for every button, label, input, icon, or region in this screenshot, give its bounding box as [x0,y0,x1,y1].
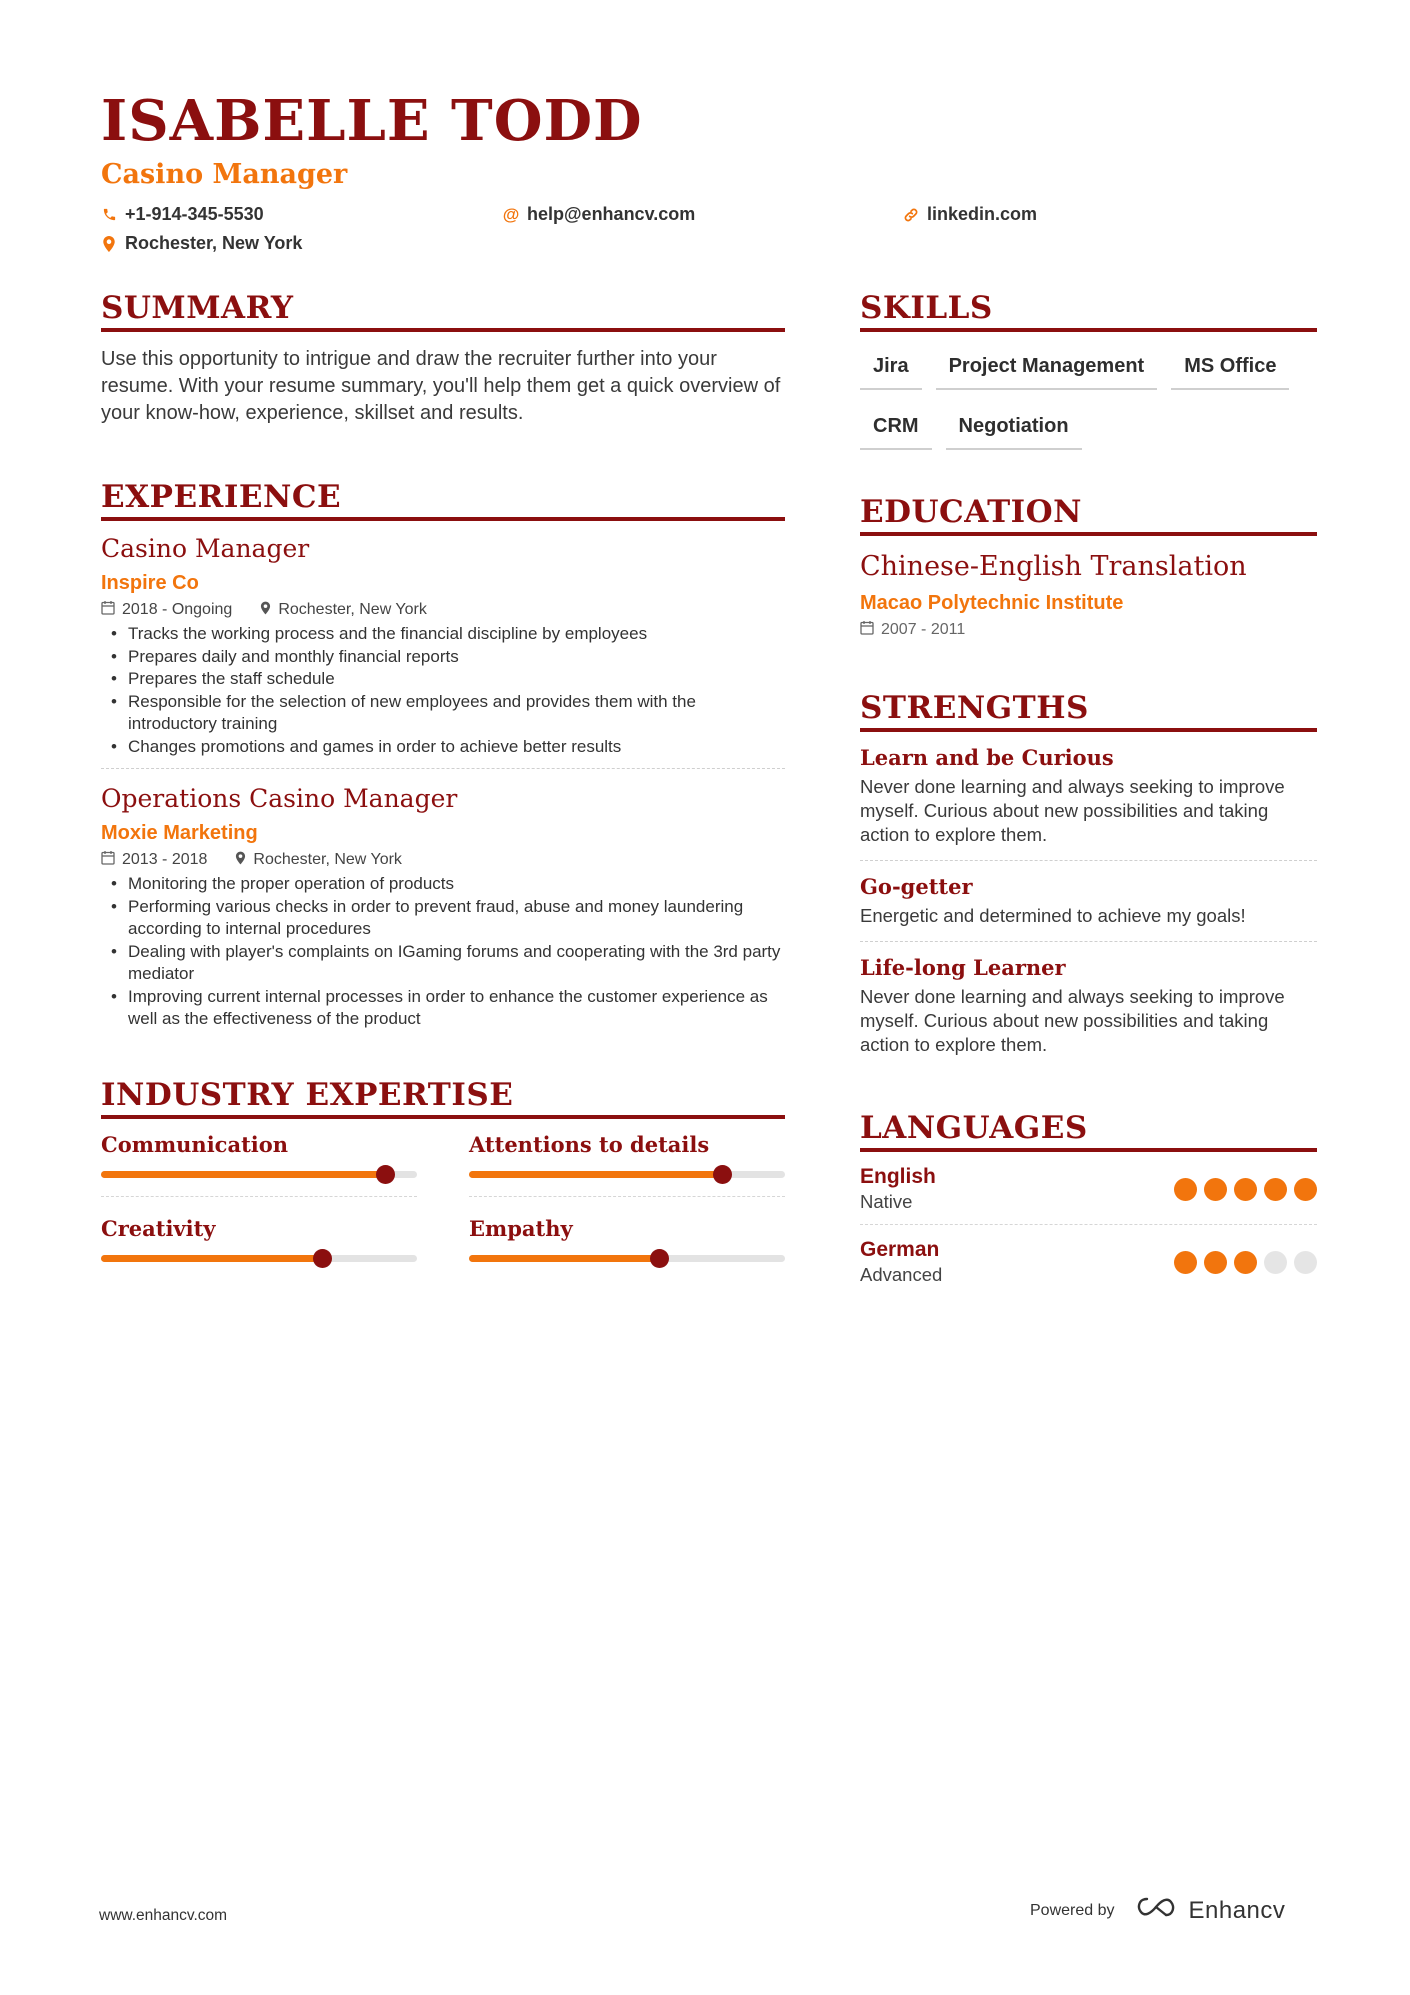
contact-info [101,200,1311,260]
job-dates: 2018 - Ongoing [122,601,233,618]
list-item: • Prepares daily and monthly financial reports [101,646,785,669]
rating-dot-filled [1204,1178,1227,1201]
experience-section [101,479,785,1031]
expertise-item [101,1215,417,1280]
expertise-label: Communication [101,1131,289,1157]
skills-section [860,290,1317,450]
resume-header [101,88,1311,260]
powered-by-text: Powered by [1030,1901,1115,1919]
rating-dot-filled [1294,1178,1317,1201]
expertise-bar [101,1255,417,1262]
footer-branding [1030,1895,1285,1926]
calendar-icon [101,600,115,620]
location-pin-icon [235,851,246,870]
languages-section [860,1110,1317,1297]
right-column [860,290,1317,1297]
expertise-heading: INDUSTRY EXPERTISE [101,1077,785,1119]
industry-expertise-section [101,1077,785,1280]
strength-title: Learn and be Curious [860,745,1114,770]
list-item: • Improving current internal processes in order to enhance the customer experience as well as the effectiveness of the product [101,986,785,1031]
at-icon: @ [502,204,520,224]
language-item [860,1225,1317,1297]
summary-section [101,290,785,427]
list-item: • Changes promotions and games in order to achieve better results [101,736,785,759]
expertise-item [469,1215,785,1280]
expertise-grid [101,1131,785,1280]
linkedin-contact[interactable] [903,204,1037,225]
rating-dot-filled [1204,1251,1227,1274]
expertise-fill [469,1255,659,1262]
language-item [860,1152,1317,1225]
calendar-icon [860,620,874,640]
location-contact [101,233,302,254]
divider [101,768,785,769]
candidate-title: Casino Manager [101,159,348,190]
rating-dot-filled [1264,1178,1287,1201]
calendar-icon [101,850,115,870]
expertise-bar [469,1255,785,1262]
language-name: English [860,1165,936,1188]
expertise-label: Empathy [469,1215,573,1241]
list-item: • Dealing with player's complaints on IGaming forums and cooperating with the 3rd party mediator [101,941,785,986]
education-degree: Chinese-English Translation [860,551,1247,582]
job-entry [101,533,785,769]
skill-chip: CRM [860,406,932,450]
job-dates: 2013 - 2018 [122,851,208,868]
list-item: • Performing various checks in order to prevent fraud, abuse and money laundering according to internal procedures [101,896,785,941]
job-company: Inspire Co [101,572,199,594]
rating-dot-empty [1264,1251,1287,1274]
rating-dot-filled [1174,1251,1197,1274]
language-level: Advanced [860,1264,943,1285]
expertise-knob [713,1165,732,1184]
expertise-knob [376,1165,395,1184]
job-meta [101,850,785,870]
education-dates: 2007 - 2011 [881,621,966,638]
skill-chip: Project Management [936,346,1158,390]
job-entry [101,783,785,1031]
job-role: Operations Casino Manager [101,784,458,813]
enhancv-logo-icon [1133,1895,1179,1926]
candidate-name: ISABELLE TODD [101,88,643,154]
languages-heading: LANGUAGES [860,1110,1317,1152]
skill-chip: Negotiation [946,406,1082,450]
summary-text: Use this opportunity to intrigue and draw the recruiter further into your resume. With your resume summary, you'll help them get a quick overview of your know-how, experience, skillset and results. [101,348,781,424]
expertise-knob [313,1249,332,1268]
education-meta [860,620,1317,640]
skill-chip: Jira [860,346,922,390]
skill-chip: MS Office [1171,346,1289,390]
link-icon [903,207,919,223]
expertise-bar [101,1171,417,1178]
expertise-item [101,1131,417,1197]
expertise-fill [101,1171,385,1178]
brand-name: Enhancv [1188,1896,1286,1924]
job-location: Rochester, New York [253,851,402,868]
expertise-label: Attentions to details [469,1131,710,1157]
strength-title: Go-getter [860,874,973,899]
list-item: • Monitoring the proper operation of products [101,873,785,896]
expertise-label: Creativity [101,1215,216,1241]
enhancv-logo[interactable] [1133,1895,1286,1926]
rating-dot-filled [1234,1178,1257,1201]
expertise-bar [469,1171,785,1178]
location-pin-icon [260,601,271,620]
language-level: Native [860,1191,913,1212]
summary-heading: SUMMARY [101,290,785,332]
experience-heading: EXPERIENCE [101,479,785,521]
email-contact[interactable] [503,204,695,225]
strength-item [860,942,1317,1070]
left-column [101,290,785,1280]
strength-desc: Energetic and determined to achieve my goals! [860,905,1246,926]
linkedin-text: linkedin.com [927,204,1038,224]
job-bullets [101,873,785,1031]
education-school: Macao Polytechnic Institute [860,592,1124,614]
strength-title: Life-long Learner [860,955,1066,980]
strengths-heading: STRENGTHS [860,690,1317,732]
rating-dot-filled [1174,1178,1197,1201]
rating-dot-filled [1234,1251,1257,1274]
list-item: • Responsible for the selection of new employees and provides them with the introductory training [101,691,785,736]
education-section [860,494,1317,640]
job-role: Casino Manager [101,534,310,563]
job-location: Rochester, New York [278,601,427,618]
skills-heading: SKILLS [860,290,1317,332]
language-name: German [860,1238,940,1261]
expertise-knob [650,1249,669,1268]
expertise-fill [469,1171,722,1178]
list-item: • Prepares the staff schedule [101,668,785,691]
phone-icon [101,207,117,223]
strength-desc: Never done learning and always seeking to improve myself. Curious about new possibilities and taking action to explore them. [860,986,1285,1055]
strength-item [860,732,1317,861]
language-rating [1174,1251,1317,1274]
footer-website[interactable]: www.enhancv.com [99,1907,228,1924]
location-pin-icon [101,236,117,252]
expertise-fill [101,1255,322,1262]
list-item: • Tracks the working process and the financial discipline by employees [101,623,785,646]
strength-item [860,861,1317,942]
location-text: Rochester, New York [125,233,303,253]
job-bullets [101,623,785,758]
email-text: help@enhancv.com [527,204,696,224]
job-company: Moxie Marketing [101,822,258,844]
expertise-item [469,1131,785,1197]
rating-dot-empty [1294,1251,1317,1274]
strengths-section [860,690,1317,1070]
phone-text: +1-914-345-5530 [125,204,264,224]
strength-desc: Never done learning and always seeking to improve myself. Curious about new possibilities and taking action to explore them. [860,776,1285,845]
skills-list [860,346,1317,450]
education-heading: EDUCATION [860,494,1317,536]
phone-contact[interactable] [101,204,264,225]
job-meta [101,600,785,620]
language-rating [1174,1178,1317,1201]
